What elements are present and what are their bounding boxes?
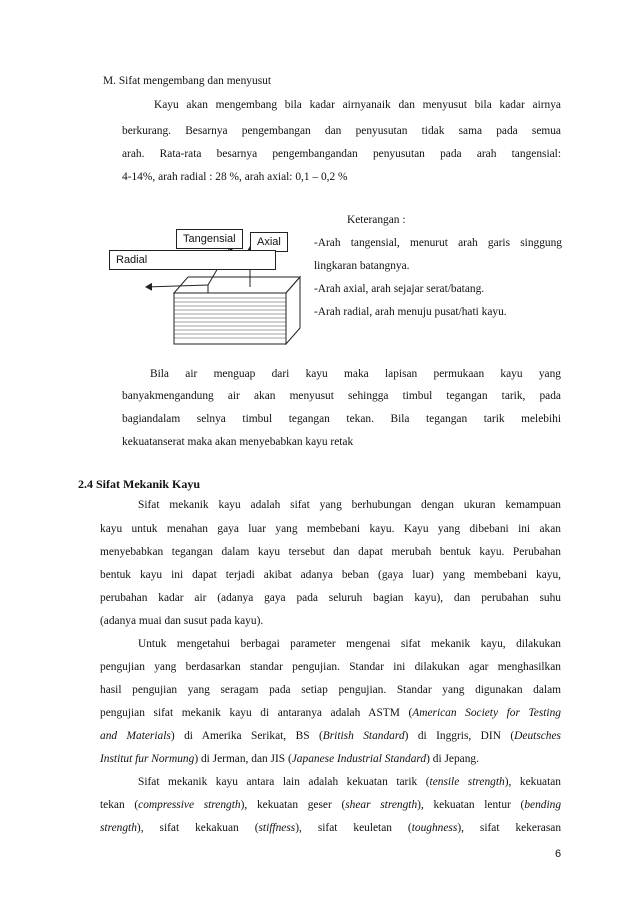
section-m-line-2: berkurang. Besarnya pengembangan dan penyusutan tidak sama pada semua — [122, 125, 561, 137]
p3-line-1: Sifat mekanik kayu antara lain adalah kekuatan tarik (tensile strength), kekuatan — [138, 776, 562, 788]
p2-line-3: hasil pengujian yang seragam pada setiap pengujian. Standar yang digunakan dalam — [100, 684, 561, 696]
p2-line-1: Untuk mengetahui berbagai parameter mengenai sifat mekanik kayu, dilakukan — [138, 638, 561, 650]
p2-line-2: pengujian yang berdasarkan standar pengujian. Standar ini dilakukan agar menghasilkan — [100, 661, 561, 673]
p1-line-5: perubahan kadar air (adanya gaya pada seluruh bagian kayu), dan perubahan suhu — [100, 592, 561, 604]
keterangan-title: Keterangan : — [347, 214, 406, 226]
page-number: 6 — [555, 848, 562, 860]
para-air-line-2: banyakmengandung air akan menyusut sehingga timbul tegangan tarik, pada — [122, 390, 561, 402]
para-air-line-3: bagiandalam selnya timbul tegangan tekan. Bila tegangan tarik melebihi — [122, 413, 561, 425]
radial-label: Radial — [109, 250, 276, 270]
p2-line-6: Institut fur Normung) di Jerman, dan JIS (Japanese Industrial Standard) di Jepang. — [100, 753, 479, 765]
p2-line-5: and Materials) di Amerika Serikat, BS (British Standard) di Inggris, DIN (Deutsches — [100, 730, 561, 742]
p3-line-3: strength), sifat kekakuan (stiffness), sifat keuletan (toughness), sifat kekerasan — [100, 822, 562, 834]
p1-line-2: kayu untuk menahan gaya luar yang membebani kayu. Kayu yang dibebani ini akan — [100, 523, 561, 535]
p1-line-4: bentuk kayu ini dapat terjadi akibat adanya beban (gaya luar) yang membebani kayu, — [100, 569, 561, 581]
p1-line-3: menyebabkan tegangan dalam kayu tersebut dan dapat merubah bentuk kayu. Perubahan — [100, 546, 561, 558]
section-m-line-1: Kayu akan mengembang bila kadar airnyanaik dan menyusut bila kadar airnya — [154, 99, 561, 111]
block-front-face — [174, 293, 286, 344]
section-heading: 2.4 Sifat Mekanik Kayu — [78, 477, 201, 491]
axial-label: Axial — [250, 232, 288, 252]
p1-line-6: (adanya muai dan susut pada kayu). — [100, 615, 264, 627]
p3-line-2: tekan (compressive strength), kekuatan geser (shear strength), kekuatan lentur (bending — [100, 799, 562, 811]
section-m-line-4: 4-14%, arah radial : 28 %, arah axial: 0,1 – 0,2 % — [122, 171, 348, 183]
para-air-line-4: kekuatanserat maka akan menyebabkan kayu retak — [122, 436, 354, 448]
para-air-line-1: Bila air menguap dari kayu maka lapisan permukaan kayu yang — [150, 368, 561, 380]
keterangan-line-3: -Arah axial, arah sejajar serat/batang. — [314, 283, 485, 295]
p2-line-4: pengujian sifat mekanik kayu di antaranya adalah ASTM (American Society for Testing — [100, 707, 561, 719]
keterangan-line-1: -Arah tangensial, menurut arah garis singgung — [314, 237, 562, 249]
p1-line-1: Sifat mekanik kayu adalah sifat yang berhubungan dengan ukuran kemampuan — [138, 499, 561, 511]
section-m-title: M. Sifat mengembang dan menyusut — [103, 75, 271, 87]
keterangan-line-4: -Arah radial, arah menuju pusat/hati kayu. — [314, 306, 507, 318]
section-m-line-3: arah. Rata-rata besarnya pengembangandan penyusutan pada arah tangensial: — [122, 148, 561, 160]
keterangan-line-2: lingkaran batangnya. — [314, 260, 410, 272]
tangensial-label: Tangensial — [176, 229, 243, 249]
